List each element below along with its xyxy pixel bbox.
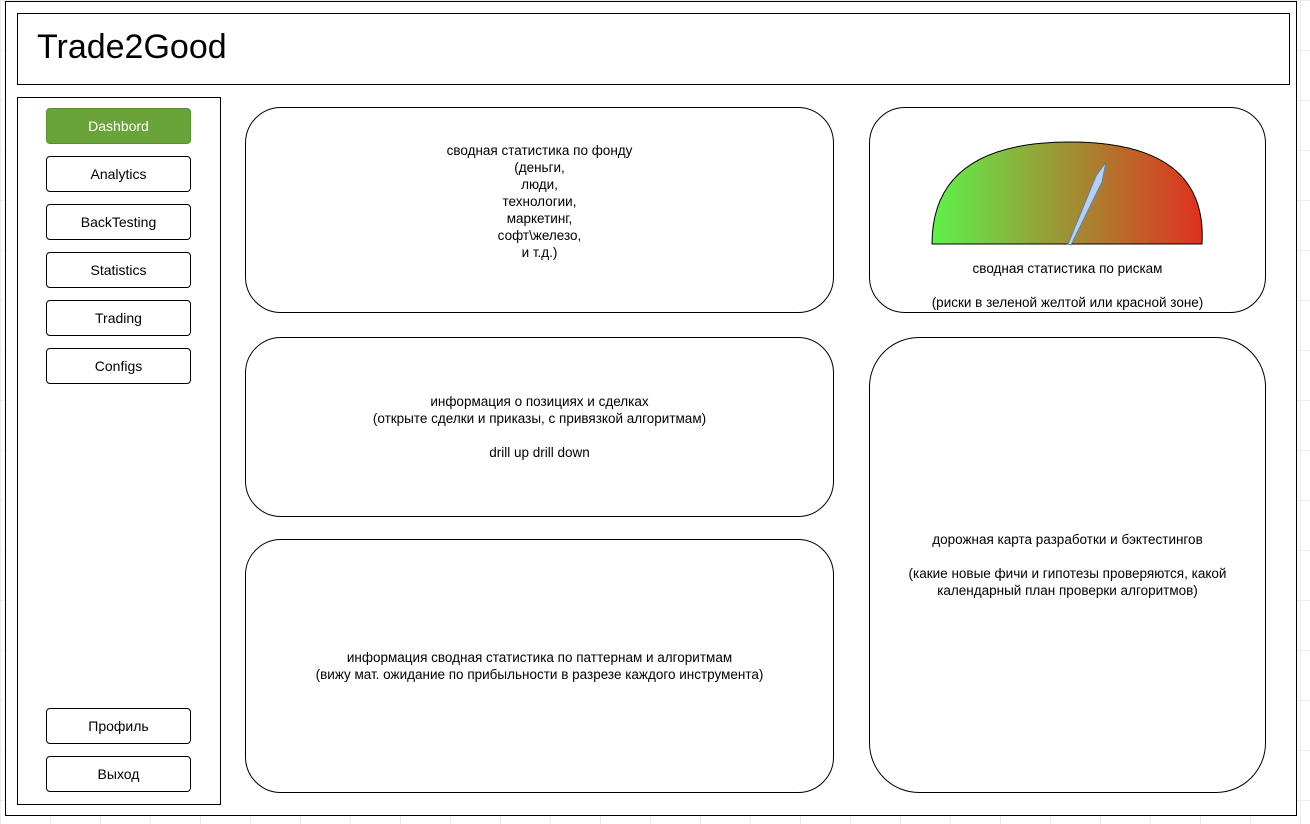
nav-backtesting-button[interactable]: BackTesting — [46, 204, 191, 240]
fund-summary-text: сводная статистика по фонду (деньги, люди, технологии, маркетинг, софт\железо, и т.д.) — [446, 143, 633, 260]
nav-analytics-button[interactable]: Analytics — [46, 156, 191, 192]
header-bar — [17, 13, 1290, 85]
risk-summary-subtitle: (риски в зеленой желтой или красной зоне) — [931, 295, 1204, 310]
risk-summary-title: сводная статистика по рискам — [972, 261, 1163, 276]
positions-panel[interactable] — [245, 337, 834, 517]
risk-gauge — [930, 134, 1210, 249]
profile-button[interactable]: Профиль — [46, 708, 191, 744]
logout-button[interactable]: Выход — [46, 756, 191, 792]
nav-configs-button[interactable]: Configs — [46, 348, 191, 384]
nav-trading-button[interactable]: Trading — [46, 300, 191, 336]
positions-text: информация о позициях и сделках (открыте сделки и приказы, с привязкой алгоритмам) drill up drill down — [372, 394, 707, 460]
risk-summary-panel[interactable] — [869, 107, 1266, 313]
patterns-text: информация сводная статистика по паттернам и алгоритмам (вижу мат. ожидание по прибыльности в разрезе каждого инструмента) — [315, 650, 764, 682]
nav-statistics-button[interactable]: Statistics — [46, 252, 191, 288]
patterns-panel[interactable] — [245, 539, 834, 793]
fund-summary-panel[interactable] — [245, 107, 834, 313]
nav-dashbord-button[interactable]: Dashbord — [46, 108, 191, 144]
gauge-arc — [932, 142, 1202, 244]
app-title: Trade2Good — [37, 28, 227, 66]
roadmap-text: дорожная карта разработки и бэктестингов (какие новые фичи и гипотезы проверяются, какой календарный план проверки алгоритмов) — [908, 532, 1227, 598]
roadmap-panel[interactable] — [869, 337, 1266, 793]
